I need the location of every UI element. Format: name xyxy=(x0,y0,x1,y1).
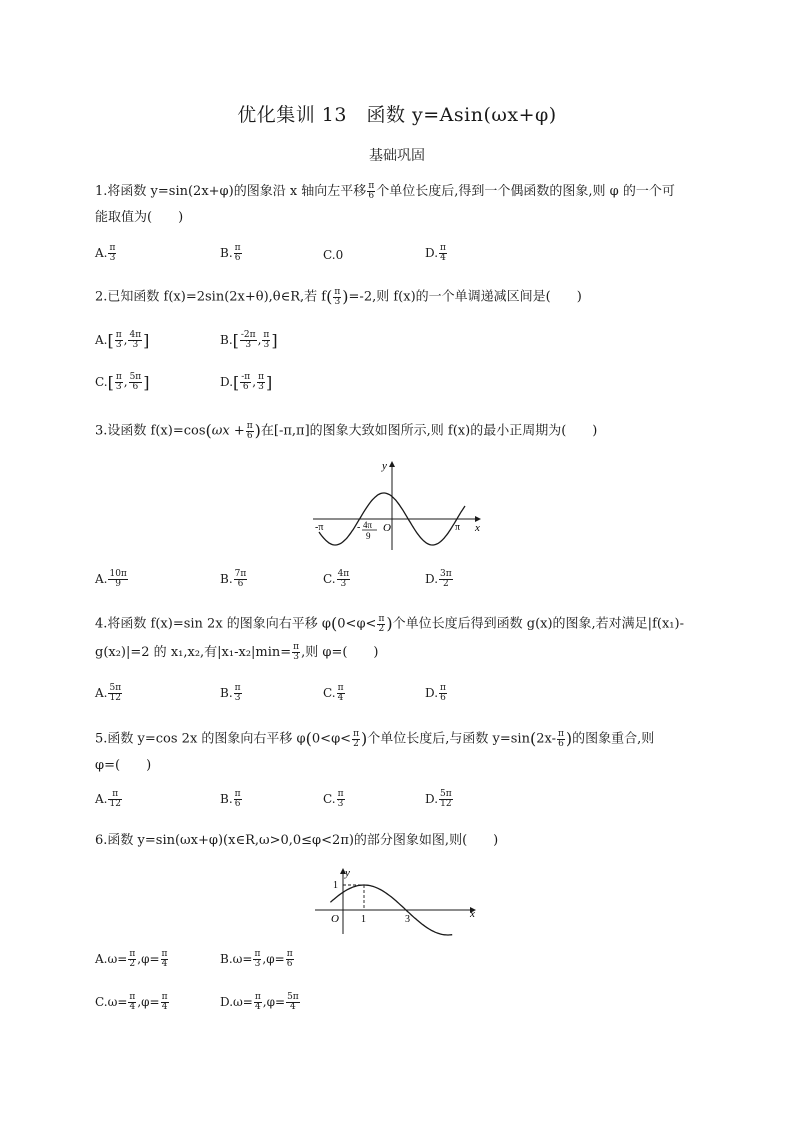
q1-fraction: $\frac{\pi}{6}$ xyxy=(368,181,375,201)
question-2-line-1: 2.已知函数 f(x)=2sin(2x+θ),θ∈R,若 f( $\frac{\pi}{3}$ )=-2,则 f(x)的一个单调递减区间是( ) xyxy=(95,286,582,307)
q3-option-b[interactable]: B. $\frac{7\pi}{6}$ xyxy=(220,569,247,589)
q3-left-tick: -π xyxy=(315,522,324,533)
q4-option-b[interactable]: B. $\frac{\pi}{3}$ xyxy=(220,683,241,703)
q2-option-a[interactable]: A.[ $\frac{\pi}{3}$ , $\frac{4\pi}{3}$ ] xyxy=(95,330,150,350)
q1-option-c[interactable]: C.0 xyxy=(323,248,344,262)
q4-option-d[interactable]: D. $\frac{\pi}{6}$ xyxy=(425,683,446,703)
q6-sine-graph xyxy=(310,866,485,936)
q2-option-d[interactable]: D.[ $\frac{-\pi}{6}$ , $\frac{\pi}{3}$ ] xyxy=(220,372,273,392)
section-heading: 基础巩固 xyxy=(369,148,425,164)
q3-y-label: y xyxy=(382,460,387,472)
q6-option-d[interactable]: D.ω= $\frac{\pi}{4}$ ,φ= $\frac{5\pi}{4}$ xyxy=(220,992,299,1012)
q1-option-b[interactable]: B. $\frac{\pi}{6}$ xyxy=(220,243,241,263)
q3-option-c[interactable]: C. $\frac{4\pi}{3}$ xyxy=(323,569,350,589)
question-3-line-1: 3.设函数 f(x)=cos(ωx + $\frac{\pi}{6}$ )在[-π,π]的图象大致如图所示,则 f(x)的最小正周期为( ) xyxy=(95,420,598,441)
q6-x-tick-1: 1 xyxy=(361,914,366,925)
q5-option-c[interactable]: C. $\frac{\pi}{3}$ xyxy=(323,789,344,809)
q1-text-b: 个单位长度后,得到一个偶函数的图象,则 φ 的一个可 xyxy=(376,184,675,199)
q4-option-c[interactable]: C. $\frac{\pi}{4}$ xyxy=(323,683,344,703)
question-5-line-1: 5.函数 y=cos 2x 的图象向右平移 φ(0<φ< $\frac{\pi}{2}$ )个单位长度后,与函数 y=sin(2x- $\frac{\pi}{6}$ )的图象重合,则 xyxy=(95,728,655,749)
q6-option-c[interactable]: C.ω= $\frac{\pi}{4}$ ,φ= $\frac{\pi}{4}$ xyxy=(95,992,168,1012)
q6-origin: O xyxy=(331,913,339,925)
q3-mark-num: 4π xyxy=(363,520,373,530)
q4-option-a[interactable]: A. $\frac{5\pi}{12}$ xyxy=(95,683,122,703)
q2-option-c[interactable]: C.[ $\frac{\pi}{3}$ , $\frac{5\pi}{6}$ ] xyxy=(95,372,150,392)
page-title: 优化集训 13 函数 y=Asin(ωx+φ) xyxy=(237,104,557,126)
q3-y-arrow-icon xyxy=(389,461,395,467)
q3-mark-den: 9 xyxy=(366,531,371,541)
question-4-line-1: 4.将函数 f(x)=sin 2x 的图象向右平移 φ(0<φ< $\frac{\pi}{2}$ )个单位长度后得到函数 g(x)的图象,若对满足|f(x₁)- xyxy=(95,613,684,634)
q1-text-a: 1.将函数 y=sin(2x+φ)的图象沿 x 轴向左平移 xyxy=(95,184,367,199)
q5-option-b[interactable]: B. $\frac{\pi}{6}$ xyxy=(220,789,241,809)
question-4-line-2: g(x₂)|=2 的 x₁,x₂,有|x₁-x₂|min= $\frac{\pi}{3}$ ,则 φ=( ) xyxy=(95,642,379,662)
q3-cosine-graph xyxy=(305,455,485,555)
q3-option-d[interactable]: D. $\frac{3\pi}{2}$ xyxy=(425,569,452,589)
q3-right-tick: π xyxy=(455,522,461,533)
q5-option-d[interactable]: D. $\frac{5\pi}{12}$ xyxy=(425,789,452,809)
question-1-line-2: 能取值为( ) xyxy=(95,210,184,225)
q2-option-b[interactable]: B.[ $\frac{-2\pi}{3}$ , $\frac{\pi}{3}$ ] xyxy=(220,330,278,350)
question-1-line-1 xyxy=(95,182,675,202)
q6-option-b[interactable]: B.ω= $\frac{\pi}{3}$ ,φ= $\frac{\pi}{6}$ xyxy=(220,949,293,969)
q1-option-a[interactable]: A. $\frac{\pi}{3}$ xyxy=(95,243,116,263)
q6-y-tick: 1 xyxy=(333,880,338,891)
q6-x-tick-2: 3 xyxy=(405,914,410,925)
q3-option-a[interactable]: A. $\frac{10\pi}{9}$ xyxy=(95,569,127,589)
q6-y-label: y xyxy=(345,867,350,879)
q3-x-label: x xyxy=(475,522,480,534)
q5-option-a[interactable]: A. $\frac{\pi}{12}$ xyxy=(95,789,121,809)
q6-option-a[interactable]: A.ω= $\frac{\pi}{2}$ ,φ= $\frac{\pi}{4}$ xyxy=(95,949,168,969)
q3-origin: O xyxy=(383,522,391,534)
question-6-line-1: 6.函数 y=sin(ωx+φ)(x∈R,ω>0,0≤φ<2π)的部分图象如图,则( ) xyxy=(95,833,499,848)
question-5-line-2: φ=( ) xyxy=(95,758,152,773)
q1-option-d[interactable]: D. $\frac{\pi}{4}$ xyxy=(425,243,446,263)
q3-mark-sign: - xyxy=(357,522,361,533)
q6-x-label: x xyxy=(470,908,475,920)
